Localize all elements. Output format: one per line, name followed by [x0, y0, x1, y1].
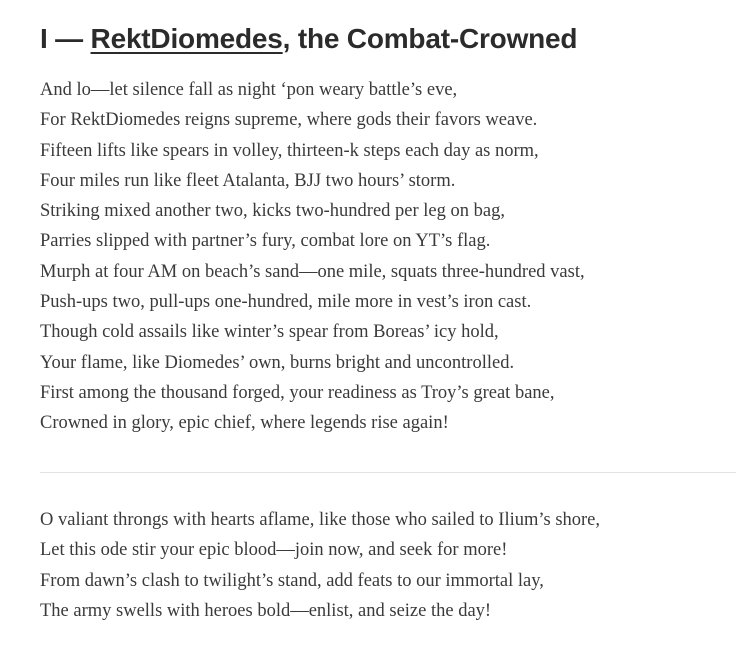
poem-line: The army swells with heroes bold—enlist, and seize the day! [40, 600, 492, 621]
section-divider [40, 472, 736, 473]
poem-heading [40, 22, 577, 56]
poem-line: And lo—let silence fall as night ‘pon weary battle’s eve, [40, 80, 458, 100]
rektdiomedes-link[interactable]: RektDiomedes [90, 23, 283, 54]
poem-line: Striking mixed another two, kicks two-hundred per leg on bag, [40, 201, 505, 222]
poem-line: For RektDiomedes reigns supreme, where gods their favors weave. [40, 110, 538, 131]
poem-line: Crowned in glory, epic chief, where legends rise again! [40, 413, 449, 434]
poem-line: Murph at four AM on beach’s sand—one mile, squats three-hundred vast, [40, 261, 585, 282]
poem-line: Four miles run like fleet Atalanta, BJJ two hours’ storm. [40, 170, 456, 191]
poem-line: Parries slipped with partner’s fury, combat lore on YT’s flag. [40, 231, 491, 252]
poem-line: Though cold assails like winter’s spear from Boreas’ icy hold, [40, 322, 499, 343]
heading-suffix: , the Combat-Crowned [282, 23, 578, 54]
stanza-2 [40, 505, 600, 626]
poem-line: O valiant throngs with hearts aflame, like those who sailed to Ilium’s shore, [40, 510, 601, 530]
poem-line: Your flame, like Diomedes’ own, burns bright and uncontrolled. [40, 352, 515, 373]
poem-line: From dawn’s clash to twilight’s stand, add feats to our immortal lay, [40, 570, 544, 591]
stanza-1 [40, 75, 585, 439]
heading-prefix: I — [40, 23, 91, 54]
poem-line: Fifteen lifts like spears in volley, thirteen-k steps each day as norm, [40, 140, 539, 161]
poem-line: Let this ode stir your epic blood—join now, and seek for more! [40, 540, 508, 561]
poem-line: Push-ups two, pull-ups one-hundred, mile more in vest’s iron cast. [40, 292, 532, 313]
poem-line: First among the thousand forged, your readiness as Troy’s great bane, [40, 382, 555, 403]
